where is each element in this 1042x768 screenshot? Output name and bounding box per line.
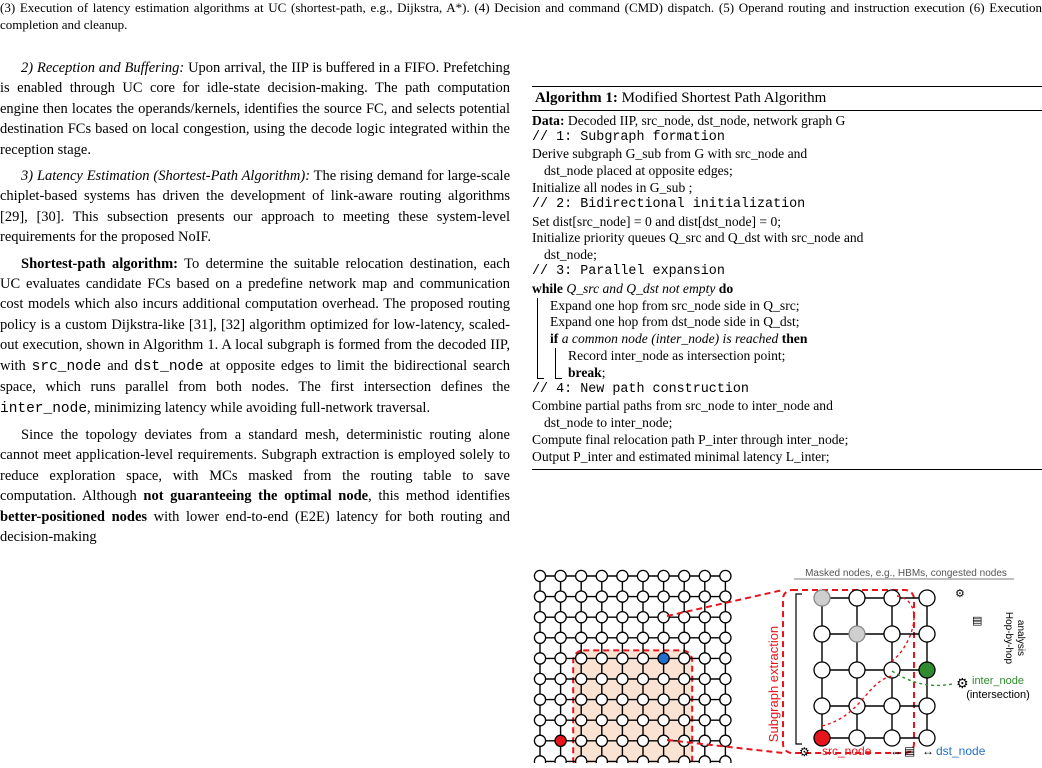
while-keyword: while xyxy=(532,280,563,296)
break-keyword: break xyxy=(568,364,602,380)
mesh-node xyxy=(596,756,607,763)
algo-if-line xyxy=(550,331,1042,348)
mesh-node xyxy=(679,694,690,705)
mesh-node xyxy=(679,632,690,643)
mesh-node xyxy=(720,735,731,746)
subgraph-node xyxy=(814,626,830,642)
mesh-node xyxy=(699,591,710,602)
subgraph-node xyxy=(884,626,900,642)
mesh-node xyxy=(534,591,545,602)
topo-text-1: Since the topology deviates from a standard mesh, deterministic routing alone cannot meet application-level requirements. Subgraph extraction is employed solely to reduce exploration space, with MCs masked from the routing table to save computation. Although xyxy=(0,426,510,505)
reception-heading: 2) Reception and Buffering: xyxy=(21,60,185,76)
algorithm-name: Modified Shortest Path Algorithm xyxy=(621,90,827,106)
topo-text-3: with lower end-to-end (E2E) latency for both routing and decision-making xyxy=(0,508,511,545)
mesh-node xyxy=(555,632,566,643)
mesh-node xyxy=(617,570,628,581)
mesh-node xyxy=(534,756,545,763)
mesh-node xyxy=(720,612,731,623)
algo-line-4a: Combine partial paths from src_node to inter_node and xyxy=(532,398,833,414)
latency-text: The rising demand for large-scale chiplet-based systems has driven the development of link-aware routing algorithms [29], [30]. This subsection presents our approach to meeting these system-level requirements for the proposed NoIF. xyxy=(0,168,511,246)
algo-line-2c: dst_node; xyxy=(544,247,597,263)
algorithm-label: Algorithm 1: xyxy=(535,90,618,106)
mesh-node xyxy=(617,673,628,684)
algo-comment-1: // 1: Subgraph formation xyxy=(532,129,725,145)
subgraph-node xyxy=(849,626,865,642)
mesh-network xyxy=(534,570,731,763)
mesh-node xyxy=(596,632,607,643)
mesh-node xyxy=(576,612,587,623)
topo-bold-2: better-positioned nodes xyxy=(0,508,148,525)
mesh-node xyxy=(617,694,628,705)
mesh-node xyxy=(699,673,710,684)
algorithm-title xyxy=(532,86,1042,111)
sp-text-1: To determine the suitable relocation destination, each UC evaluates candidate FCs based on a predefine network map and communication cost models which also incurs additional computation overhead. The proposed routing policy is a custom Dijkstra-like [31], [32] algorithm optimized for low-latency, scaled-out execution, shown in Algorithm 1. A local subgraph is formed from the decoded IIP, with xyxy=(0,255,510,374)
algo-line-4c: Compute final relocation path P_inter through inter_node; xyxy=(532,431,849,447)
mesh-node xyxy=(596,653,607,664)
algo-data-text: Decoded IIP, src_node, dst_node, network graph G xyxy=(567,112,846,128)
mesh-node xyxy=(617,715,628,726)
src-node-label: src_node xyxy=(822,744,872,758)
latency-paragraph xyxy=(0,166,510,248)
mesh-node xyxy=(699,756,710,763)
mesh-node xyxy=(720,632,731,643)
mesh-node xyxy=(699,715,710,726)
left-column xyxy=(0,58,510,553)
mesh-node xyxy=(658,570,669,581)
hop-label-2: analysis xyxy=(1015,619,1026,657)
mesh-node xyxy=(658,653,669,664)
mesh-node xyxy=(679,715,690,726)
mesh-node xyxy=(596,694,607,705)
subgraph-node xyxy=(919,662,935,678)
mesh-node xyxy=(617,735,628,746)
dst-node-code: dst_node xyxy=(134,358,204,375)
subgraph-node xyxy=(919,626,935,642)
mesh-node xyxy=(576,591,587,602)
mesh-node xyxy=(679,591,690,602)
subgraph-node xyxy=(884,698,900,714)
gear-icon-src: ⚙ xyxy=(799,745,810,759)
mesh-node xyxy=(699,632,710,643)
inter-node-label: inter_node xyxy=(972,675,1024,687)
mesh-node xyxy=(576,570,587,581)
mesh-node xyxy=(555,756,566,763)
algorithm-box xyxy=(532,86,1042,470)
if-condition: a common node (inter_node) is reached xyxy=(561,331,779,347)
chip-icon-bottom: ▤ xyxy=(904,744,916,758)
algo-line-3c: Record inter_node as intersection point; xyxy=(568,347,786,363)
mesh-node xyxy=(555,694,566,705)
mesh-node xyxy=(658,756,669,763)
figure-svg xyxy=(532,566,1042,763)
mesh-node xyxy=(720,673,731,684)
mesh-node xyxy=(617,612,628,623)
mesh-node xyxy=(596,735,607,746)
algo-line-4b: dst_node to inter_node; xyxy=(544,415,673,431)
mesh-node xyxy=(534,570,545,581)
mesh-node xyxy=(658,673,669,684)
algorithm-body xyxy=(532,111,1042,470)
mesh-node xyxy=(576,653,587,664)
algo-comment-3: // 3: Parallel expansion xyxy=(532,263,725,279)
mesh-node xyxy=(576,715,587,726)
subgraph-region xyxy=(573,650,692,763)
mesh-node xyxy=(534,653,545,664)
mesh-node xyxy=(534,612,545,623)
mesh-node xyxy=(637,715,648,726)
then-keyword: then xyxy=(781,331,808,347)
subgraph-label: Subgraph extraction xyxy=(766,625,781,743)
mesh-node xyxy=(658,591,669,602)
sp-text-3: , minimizing latency while avoiding full-network traversal. xyxy=(87,399,431,416)
subgraph-node xyxy=(919,590,935,606)
mesh-node xyxy=(617,591,628,602)
mesh-node xyxy=(699,612,710,623)
mesh-node xyxy=(596,673,607,684)
while-block xyxy=(532,298,1042,382)
mesh-node xyxy=(699,653,710,664)
mesh-node xyxy=(555,570,566,581)
mesh-node xyxy=(596,715,607,726)
mesh-node xyxy=(617,756,628,763)
gear-icon-top: ⚙ xyxy=(955,588,965,600)
hop-label-1: Hop-by-hop xyxy=(1003,611,1014,665)
algo-line-2a: Set dist[src_node] = 0 and dist[dst_node] = 0; xyxy=(532,213,782,229)
mesh-node xyxy=(637,756,648,763)
subgraph-node xyxy=(814,662,830,678)
algo-break-line: break; xyxy=(568,364,606,380)
mesh-node xyxy=(534,735,545,746)
topology-paragraph xyxy=(0,425,510,547)
reception-paragraph xyxy=(0,58,510,160)
mesh-node xyxy=(679,570,690,581)
mesh-node xyxy=(720,570,731,581)
algo-comment-4: // 4: New path construction xyxy=(532,381,749,397)
topo-text-2: , this method identifies xyxy=(368,488,511,505)
algo-line-1b: dst_node placed at opposite edges; xyxy=(544,163,733,179)
subgraph-node xyxy=(849,590,865,606)
mesh-node xyxy=(637,735,648,746)
subgraph-node xyxy=(814,698,830,714)
subgraph-node xyxy=(814,590,830,606)
mesh-node xyxy=(576,673,587,684)
algo-line-3b: Expand one hop from dst_node side in Q_dst; xyxy=(550,314,800,330)
algo-data-line xyxy=(532,113,1042,130)
mesh-node xyxy=(576,735,587,746)
mesh-node xyxy=(720,591,731,602)
mesh-node xyxy=(637,653,648,664)
mesh-node xyxy=(720,715,731,726)
mesh-node xyxy=(658,715,669,726)
subgraph-figure xyxy=(532,566,1042,763)
subgraph-node xyxy=(884,662,900,678)
mesh-node xyxy=(699,694,710,705)
mesh-node xyxy=(658,694,669,705)
mesh-node xyxy=(637,570,648,581)
mesh-node xyxy=(658,612,669,623)
intersection-label: (intersection) xyxy=(966,689,1030,701)
mesh-node xyxy=(637,591,648,602)
subgraph-bracket xyxy=(796,594,802,744)
mesh-node xyxy=(720,694,731,705)
mesh-node xyxy=(679,653,690,664)
subgraph-node xyxy=(849,698,865,714)
mesh-node xyxy=(576,694,587,705)
if-keyword: if xyxy=(550,331,559,347)
topo-bold-1: not guaranteeing the optimal node xyxy=(143,488,369,505)
shortest-path-heading: Shortest-path algorithm: xyxy=(21,255,178,272)
algo-line-1a: Derive subgraph G_sub from G with src_node and xyxy=(532,146,808,162)
subgraph-grid xyxy=(814,590,935,746)
mesh-node xyxy=(596,570,607,581)
reception-text: Upon arrival, the IIP is buffered in a FIFO. Prefetching is enabled through UC core for idle-state decision-making. The path computation engine then locates the operands/kernels, identifies the source FC, and selects potential destination FCs based on local congestion, using the decode logic integrated within the reception stage. xyxy=(0,60,511,158)
inter-node-code: inter_node xyxy=(0,400,88,417)
mesh-node xyxy=(555,591,566,602)
algo-line-3a: Expand one hop from src_node side in Q_src; xyxy=(550,297,800,313)
dst-node-label: dst_node xyxy=(936,744,986,758)
mesh-node xyxy=(637,694,648,705)
subgraph-node xyxy=(919,698,935,714)
mesh-node xyxy=(534,632,545,643)
shortest-path-paragraph xyxy=(0,254,510,419)
do-keyword: do xyxy=(718,280,734,296)
subgraph-node xyxy=(884,590,900,606)
subgraph-node xyxy=(849,662,865,678)
mesh-node xyxy=(720,756,731,763)
latency-heading: 3) Latency Estimation (Shortest-Path Algorithm): xyxy=(21,168,311,185)
sp-and: and xyxy=(107,357,129,374)
mesh-node xyxy=(534,673,545,684)
figure-caption: (3) Execution of latency estimation algorithms at UC (shortest-path, e.g., Dijkstra, A*). (4) Decision and command (CMD) dispatch. (5) Operand routing and instruction execution (6) Execution completion and cleanup. xyxy=(0,0,1042,32)
algo-comment-2: // 2: Bidirectional initialization xyxy=(532,196,806,212)
mesh-node xyxy=(637,673,648,684)
mesh-node xyxy=(555,715,566,726)
algo-line-1c: Initialize all nodes in G_sub ; xyxy=(532,179,693,195)
mesh-node xyxy=(534,694,545,705)
if-block xyxy=(550,348,1042,382)
masked-label: Masked nodes, e.g., HBMs, congested nodes xyxy=(805,568,1007,579)
mesh-node xyxy=(555,673,566,684)
src-node-code: src_node xyxy=(31,358,102,375)
mesh-node xyxy=(699,570,710,581)
mesh-node xyxy=(576,756,587,763)
mesh-node xyxy=(596,591,607,602)
mesh-node xyxy=(596,612,607,623)
arrow-2: ↔ xyxy=(922,744,934,758)
gear-icon-inter: ⚙ xyxy=(956,675,969,691)
mesh-node xyxy=(617,653,628,664)
algo-line-2b: Initialize priority queues Q_src and Q_dst with src_node and xyxy=(532,230,864,246)
mesh-node xyxy=(555,653,566,664)
sp-text-2: at opposite edges to limit the bidirectional search space, which runs parallel from both nodes. The first intersection defines the xyxy=(0,357,511,396)
mesh-node xyxy=(658,632,669,643)
mesh-node xyxy=(637,612,648,623)
mesh-node xyxy=(720,653,731,664)
mesh-node xyxy=(679,756,690,763)
algo-while-line xyxy=(532,281,1042,298)
mesh-node xyxy=(617,632,628,643)
mesh-node xyxy=(555,612,566,623)
mesh-node xyxy=(637,632,648,643)
chip-icon-top: ▤ xyxy=(972,615,983,627)
data-keyword: Data: xyxy=(532,112,565,128)
arrow-1: ↔ xyxy=(890,744,902,758)
algo-line-4d: Output P_inter and estimated minimal latency L_inter; xyxy=(532,448,830,464)
mesh-node xyxy=(576,632,587,643)
mesh-node xyxy=(679,673,690,684)
while-condition: Q_src and Q_dst not empty xyxy=(566,280,716,296)
mesh-node xyxy=(534,715,545,726)
mesh-node xyxy=(555,735,566,746)
